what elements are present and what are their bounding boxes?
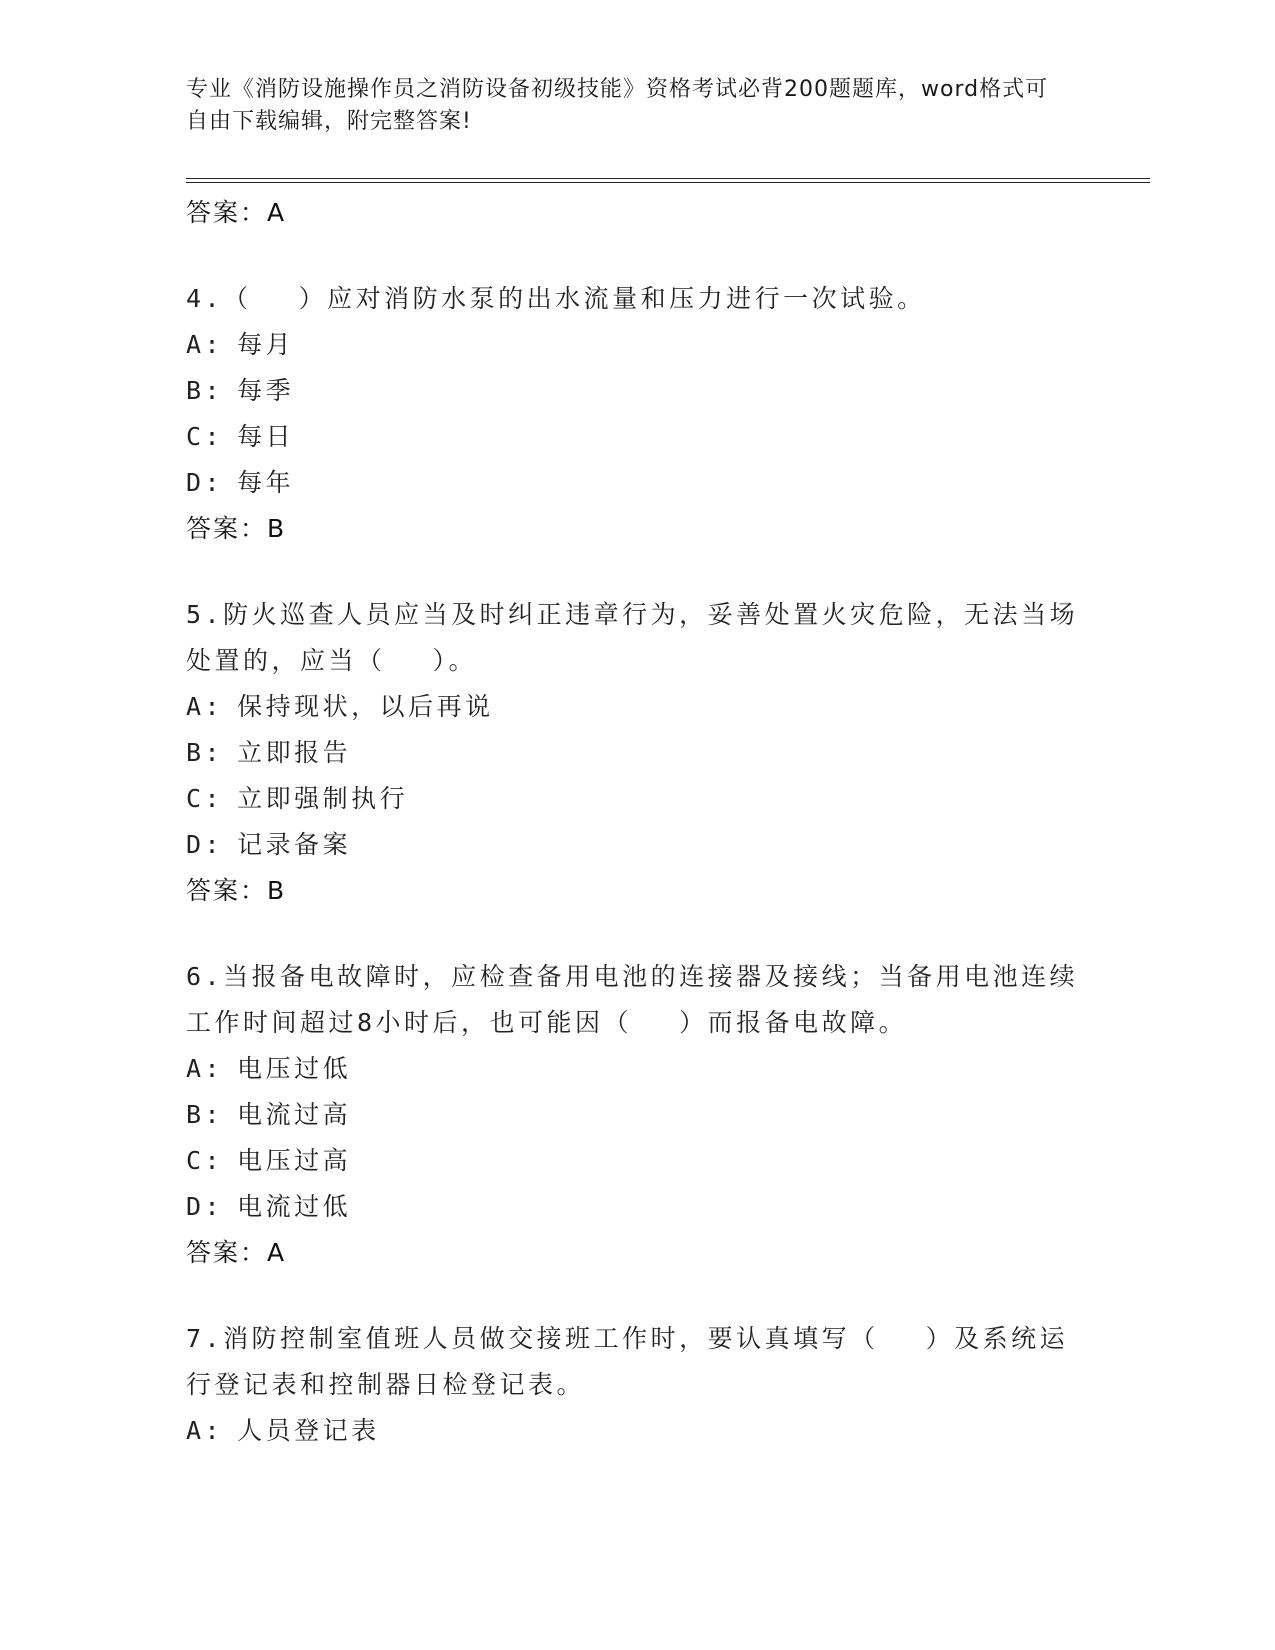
option-item [186,368,1086,414]
option-text: 电流过高 [237,1100,352,1129]
option-item [186,1046,1086,1092]
question-text: 4.（ ）应对消防水泵的出水流量和压力进行一次试验。 [186,284,926,313]
option-text: 立即报告 [237,738,352,767]
option-letter: D: [186,1192,224,1221]
option-letter: B: [186,376,224,405]
option-item [186,684,1086,730]
option-item [186,1408,1086,1454]
document-header: 专业《消防设施操作员之消防设备初级技能》资格考试必背200题题库，word格式可自由下载编辑，附完整答案! [186,77,1049,134]
option-item [186,1092,1086,1138]
header-divider [186,178,1150,183]
question-text: 5.防火巡查人员应当及时纠正违章行为，妥善处置火灾危险，无法当场处置的，应当（ ）。 [186,600,1079,675]
option-item [186,460,1086,506]
option-text: 记录备案 [237,830,352,859]
answer-line: 答案：B [186,876,287,905]
option-text: 立即强制执行 [237,784,409,813]
option-letter: D: [186,468,224,497]
answer-line: 答案：A [186,1238,287,1267]
option-item [186,776,1086,822]
option-letter: C: [186,1146,224,1175]
option-letter: B: [186,738,224,767]
option-item [186,414,1086,460]
option-item [186,730,1086,776]
option-text: 保持现状，以后再说 [237,692,494,721]
option-text: 每日 [237,422,295,451]
option-letter: A: [186,692,224,721]
option-letter: C: [186,784,224,813]
option-text: 电压过低 [237,1054,352,1083]
option-text: 电流过低 [237,1192,352,1221]
question-text: 7.消防控制室值班人员做交接班工作时，要认真填写（ ）及系统运行登记表和控制器日检登记表。 [186,1324,1069,1399]
option-text: 每年 [237,468,295,497]
answer-line: 答案：B [186,514,287,543]
option-item [186,322,1086,368]
option-letter: A: [186,1054,224,1083]
answer-line: 答案：A [186,198,287,227]
option-letter: C: [186,422,224,451]
option-letter: B: [186,1100,224,1129]
option-letter: A: [186,330,224,359]
option-text: 每季 [237,376,295,405]
option-item [186,1184,1086,1230]
option-text: 电压过高 [237,1146,352,1175]
option-text: 人员登记表 [237,1416,380,1445]
document-body [186,190,1086,1454]
option-item [186,822,1086,868]
option-letter: A: [186,1416,224,1445]
question-text: 6.当报备电故障时，应检查备用电池的连接器及接线；当备用电池连续工作时间超过8小时后，也可能因（ ）而报备电故障。 [186,962,1079,1037]
option-letter: D: [186,830,224,859]
option-text: 每月 [237,330,295,359]
option-item [186,1138,1086,1184]
